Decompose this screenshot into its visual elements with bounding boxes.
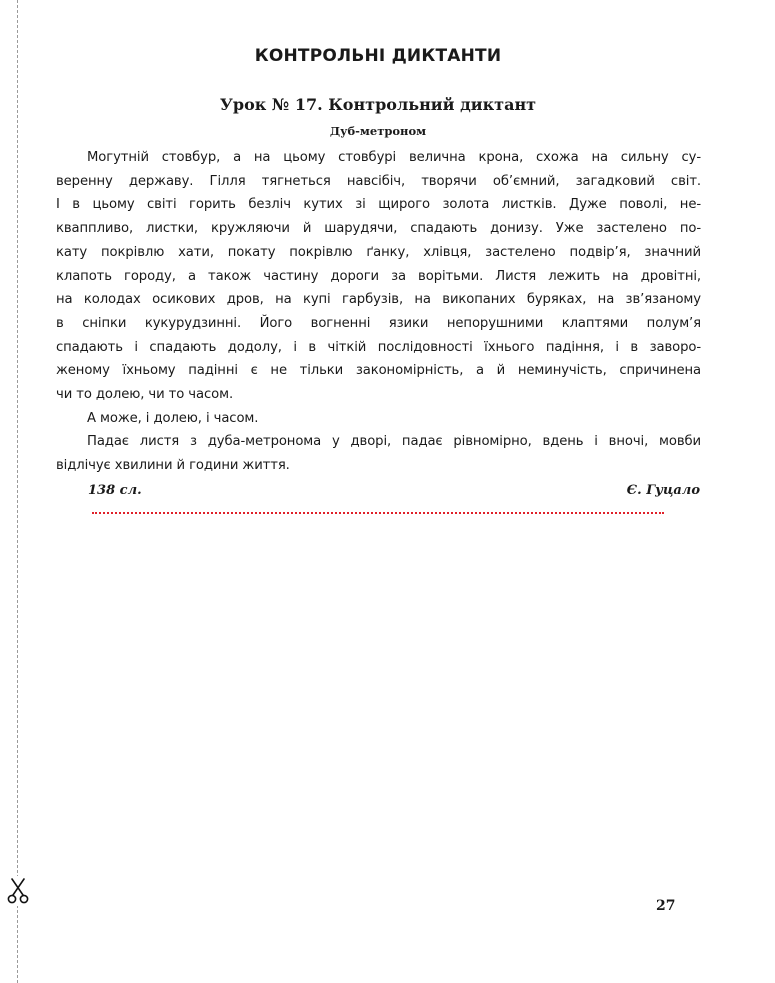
text-line: женому їхньому падінні є не тільки закономірність, а й неминучість, спричинена	[56, 363, 701, 379]
paragraph	[56, 407, 701, 431]
scissors-icon	[5, 876, 31, 906]
text-line: А може, і долею, і часом.	[87, 410, 259, 426]
lesson-title: Урок № 17. Контрольний диктант	[219, 95, 537, 114]
cut-line	[17, 0, 18, 983]
text-line: спадають і спадають додолу, і в чіткій послідовності їхнього падіння, і в заворо-	[56, 339, 701, 355]
paragraph	[56, 430, 701, 477]
text-line: в сніпки кукурудзинні. Його вогненні язики непорушними клаптями полум’я	[56, 315, 701, 331]
text-line: Падає листя з дуба-метронома у дворі, падає рівномірно, вдень і вночі, мовби	[87, 434, 701, 450]
text-line: відлічує хвилини й години життя.	[56, 458, 290, 474]
section-title: КОНТРОЛЬНІ ДИКТАНТИ	[254, 46, 502, 66]
dictation-text	[56, 146, 701, 478]
page-number: 27	[656, 898, 676, 914]
text-line: кваппливо, листки, кружляючи й шарудячи, спадають донизу. Уже застелено по-	[56, 221, 701, 237]
text-line: клапоть городу, а також частину дороги за ворітьми. Листя лежить на дровітні,	[56, 268, 701, 284]
text-line: веренну державу. Гілля тягнеться навсібіч, творячи об’ємний, загадковий світ.	[56, 173, 701, 189]
text-title: Дуб-метроном	[329, 124, 427, 138]
text-line: І в цьому світі горить безліч кутих зі щирого золота листків. Дуже поволі, не-	[56, 197, 701, 213]
text-line: на колодах осикових дров, на купі гарбузів, на викопаних буряках, на зв’язаному	[56, 292, 701, 308]
text-line: чи то долею, чи то часом.	[56, 387, 234, 403]
text-line: кату покрівлю хати, покату покрівлю ґанку, хлівця, застелено подвір’я, значний	[56, 244, 701, 260]
paragraph	[56, 146, 701, 407]
text-line: Могутній стовбур, а на цьому стовбурі велична крона, схожа на сильну су-	[87, 150, 701, 165]
word-count: 138 сл.	[88, 483, 142, 498]
author-name: Є. Гуцало	[626, 483, 700, 498]
cut-divider	[92, 512, 664, 514]
